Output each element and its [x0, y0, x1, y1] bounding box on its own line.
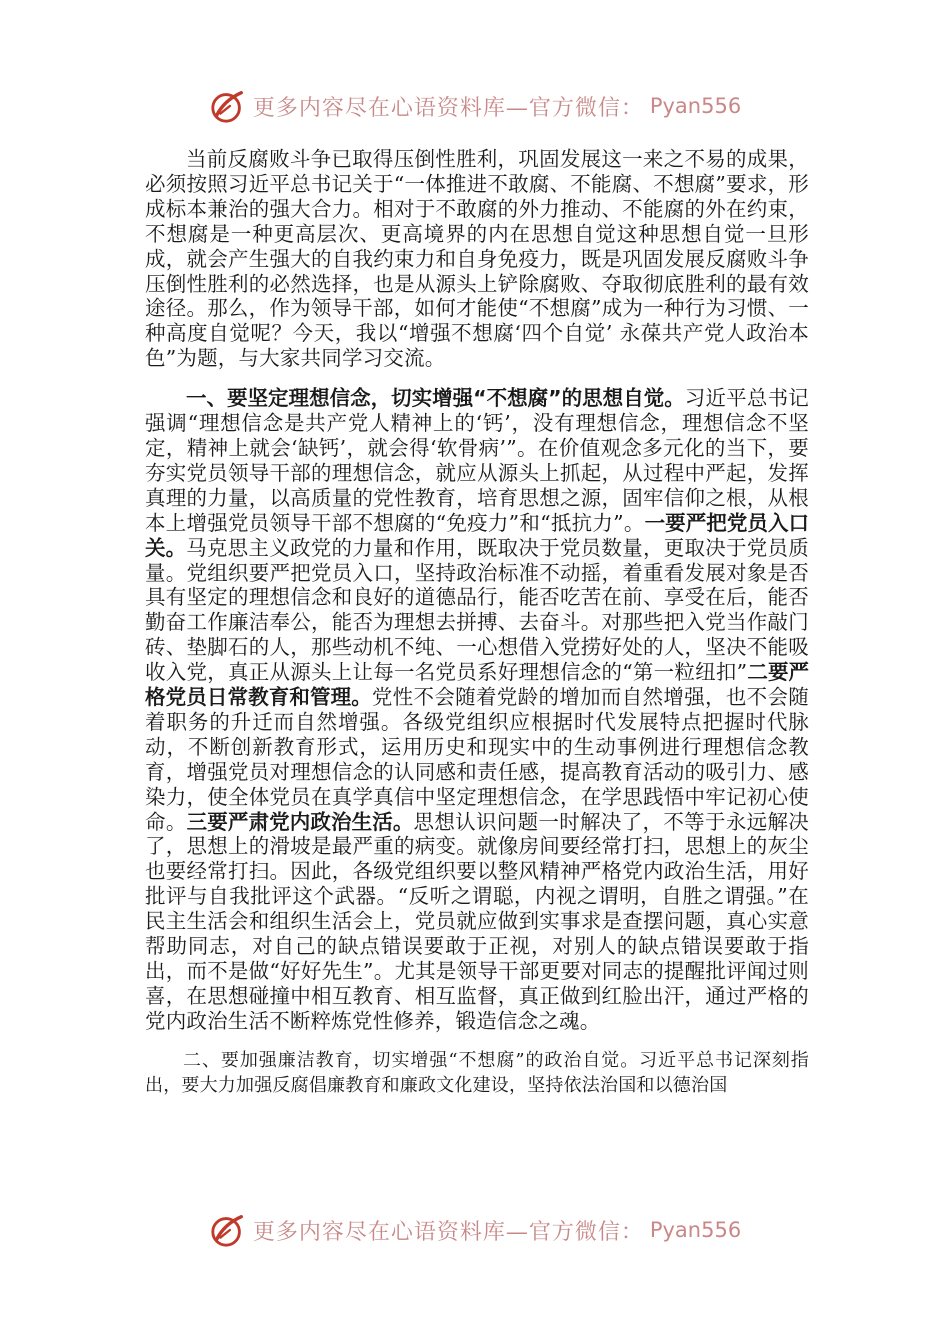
watermark-footer — [0, 1210, 950, 1250]
paragraph-text: 思想认识问题一时解决了，不等于永远解决了，思想上的滑坡是最严重的病变。就像房间要经常打扫，思想上的灰尘也要经常打扫。因此，各级党组织要以整风精神严格党内政治生活，用好批评与自我批评这个武器。“反听之谓聪，内视之谓明，自胜之谓强。”在民主生活会和组织生活会上，党员就应做到实事求是查摆问题，真心实意帮助同志，对自己的缺点错误要敢于正视，对别人的缺点错误要敢于指出，而不是做“好好先生”。尤其是领导干部更要对同志的提醒批评闻过则喜，在思想碰撞中相互教育、相互监督，真正做到红脸出汗，通过严格的党内政治生活不断粹炼党性修养，锻造信念之魂。 — [145, 809, 809, 1033]
watermark-wechat-id: Pyan556 — [649, 94, 742, 118]
watermark-header — [0, 86, 950, 126]
subpoint-heading: 三要严肃党内政治生活。 — [186, 809, 414, 834]
watermark-wechat-id: Pyan556 — [649, 1218, 742, 1242]
subpoint-heading: 一要严把党员入口关。 — [145, 510, 810, 560]
paragraph-text: 党性不会随着党龄的增加而自然增强，也不会随着职务的升迁而自然增强。各级党组织应根据时代发展特点把握时代脉动，不断创新教育形式，运用历史和现实中的生动事例进行理想信念教育，增强党员对理想信念的认同感和责任感，提高教育活动的吸引力、感染力，使全体党员在真学真信中坚定理想信念，在学思践悟中牢记初心使命。 — [145, 685, 810, 834]
watermark-text: 更多内容尽在心语资料库—官方微信： — [252, 1219, 644, 1245]
document-body — [145, 147, 809, 1099]
paragraph-text: 习近平总书记强调“理想信念是共产党人精神上的‘钙’，没有理想信念，理想信念不坚定，精神上就会‘缺钙’，就会得‘软骨病’”。在价值观念多元化的当下，要夯实党员领导干部的理想信念，就应从源头上抓起，从过程中严起，发挥真理的力量，以高质量的党性教育，培育思想之源，固牢信仰之根，从根本上增强党员领导干部不想腐的“免疫力”和“抵抗力”。 — [145, 386, 809, 535]
paragraph-section-two — [145, 1049, 809, 1099]
paragraph-text: 二、要加强廉洁教育，切实增强“不想腐”的政治自觉。习近平总书记深刻指出，要大力加强反腐倡廉教育和廉政文化建设，坚持依法治国和以德治国 — [145, 1049, 809, 1096]
paragraph-section-one — [145, 386, 809, 1034]
paragraph-text: 当前反腐败斗争已取得压倒性胜利，巩固发展这一来之不易的成果，必须按照习近平总书记关于“一体推进不敢腐、不能腐、不想腐”要求，形成标本兼治的强大合力。相对于不敢腐的外力推动、不能腐的外在约束，不想腐是一种更高层次、更高境界的内在思想自觉这种思想自觉一旦形成，就会产生强大的自我约束力和自身免疫力，既是巩固发展反腐败斗争压倒性胜利的必然选择，也是从源头上铲除腐败、夺取彻底胜利的最有效途径。那么，作为领导干部，如何才能使“不想腐”成为一种行为习惯、一种高度自觉呢？今天，我以“增强不想腐‘四个自觉’ 永葆共产党人政治本色”为题，与大家共同学习交流。 — [145, 147, 809, 371]
watermark-text: 更多内容尽在心语资料库—官方微信： — [252, 95, 644, 121]
pen-logo-icon — [209, 1211, 247, 1249]
paragraph-text: 马克思主义政党的力量和作用，既取决于党员数量，更取决于党员质量。党组织要严把党员入口，坚持政治标准不动摇，着重看发展对象是否具有坚定的理想信念和良好的道德品行，能否吃苦在前、享受在后，能否勤奋工作廉洁奉公，能否为理想去拼搏、去奋斗。对那些把入党当作敲门砖、垫脚石的人，那些动机不纯、一心想借入党捞好处的人，坚决不能吸收入党，真正从源头上让每一名党员系好理想信念的“第一粒纽扣” — [145, 535, 810, 685]
subpoint-heading: 二要严格党员日常教育和管理。 — [145, 660, 810, 710]
pen-logo-icon — [209, 87, 247, 125]
section-heading: 一、要坚定理想信念，切实增强“不想腐”的思想自觉。 — [186, 386, 685, 411]
paragraph-intro — [145, 147, 809, 371]
